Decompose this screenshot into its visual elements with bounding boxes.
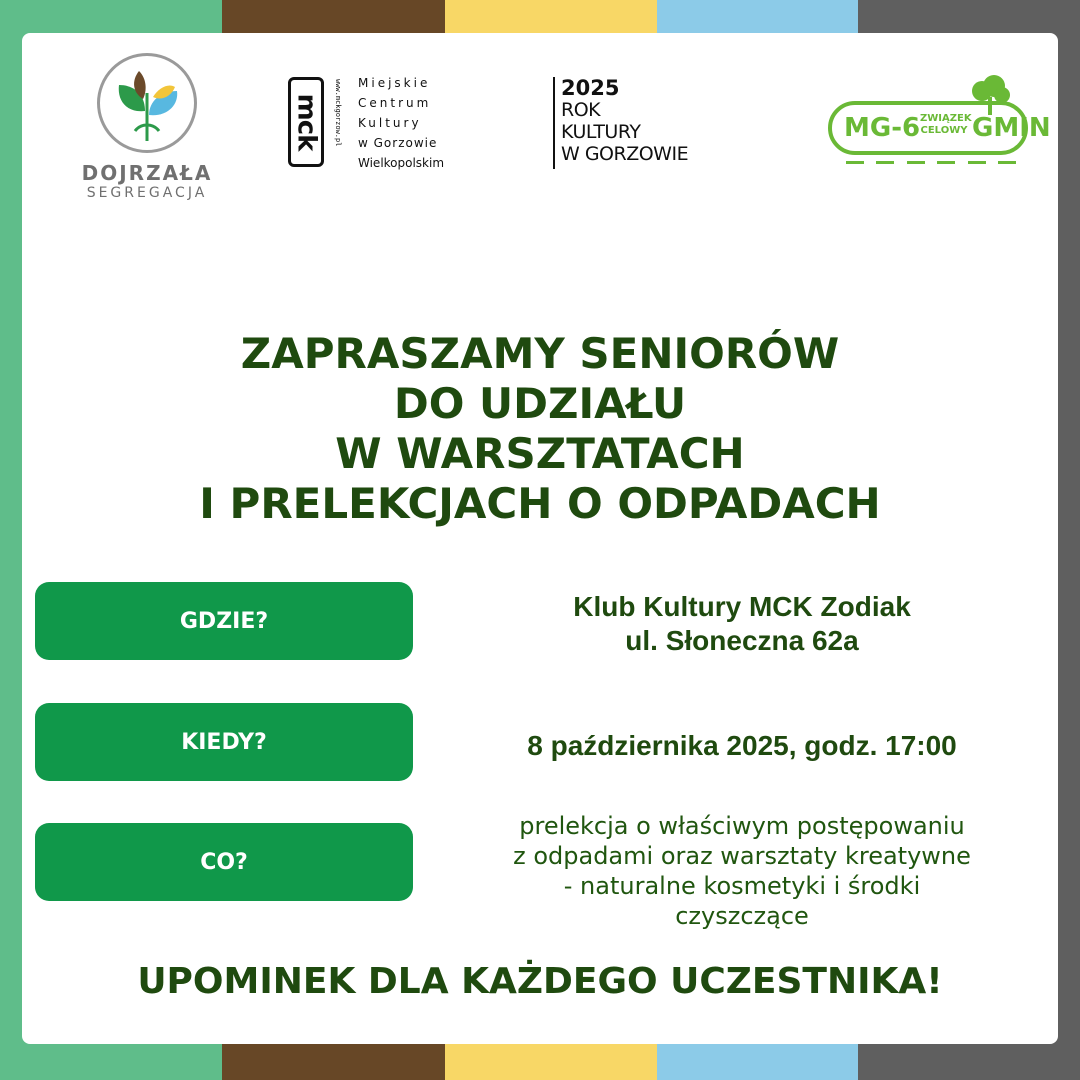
leaves-icon	[97, 53, 197, 153]
what-line-2: z odpadami oraz warsztaty kreatywne	[513, 842, 971, 870]
headline-line-4: I PRELEKCJACH O ODPADACH	[199, 479, 881, 528]
mg6-member-mark	[876, 161, 894, 164]
mck-gorzow-logo	[288, 73, 458, 173]
headline-line-3: W WARSZTATACH	[335, 429, 745, 478]
mg6-left-text: MG-6	[844, 113, 921, 143]
mg6-mid-top: ZWIĄZEK	[920, 113, 972, 124]
what-line-3: - naturalne kosmetyki i środki	[563, 872, 921, 900]
mg6-member-mark	[846, 161, 864, 164]
gift-announcement: UPOMINEK DLA KAŻDEGO UCZESTNIKA!	[137, 961, 943, 1002]
mg6-zwiazek-gmin-logo	[822, 75, 1051, 175]
mg6-member-mark	[937, 161, 955, 164]
dojrzala-segregacja-logo	[62, 53, 232, 233]
rok-line-3: W GORZOWIE	[561, 143, 689, 165]
mg6-member-list	[846, 161, 1016, 167]
headline-line-1: ZAPRASZAMY SENIORÓW	[240, 329, 840, 378]
what-line-1: prelekcja o właściwym postępowaniu	[519, 812, 965, 840]
mck-url	[332, 77, 344, 167]
rok-line-1: ROK	[561, 99, 601, 121]
mck-badge-text: mck	[291, 93, 322, 151]
mck-badge	[288, 77, 324, 167]
headline-line-2: DO UDZIAŁU	[393, 379, 687, 428]
mg6-member-mark	[998, 161, 1016, 164]
rok-line-2: KULTURY	[561, 121, 641, 143]
what-label-pill: CO?	[35, 823, 413, 901]
mck-line-2: Centrum	[358, 96, 432, 110]
rok-kultury-logo	[553, 77, 733, 169]
where-label-pill: GDZIE?	[35, 582, 413, 660]
mck-line-4: w Gorzowie	[358, 136, 438, 150]
mg6-member-mark	[968, 161, 986, 164]
rok-year: 2025	[561, 76, 620, 100]
tree-icon	[964, 75, 1014, 115]
what-info	[442, 811, 1042, 931]
mck-full-name	[358, 73, 458, 173]
when-info: 8 października 2025, godz. 17:00	[527, 730, 957, 761]
mck-line-5: Wielkopolskim	[358, 156, 445, 170]
dojrzala-subtitle: SEGREGACJA	[86, 185, 208, 201]
dojrzala-title: DOJRZAŁA	[81, 161, 213, 185]
headline	[22, 329, 1058, 529]
mg6-mid-bottom: CELOWY	[920, 125, 968, 136]
poster-card	[22, 33, 1058, 1044]
where-venue: Klub Kultury MCK Zodiak	[573, 591, 911, 622]
mg6-mid-text	[920, 113, 972, 137]
where-info	[442, 590, 1042, 658]
mck-line-1: Miejskie	[358, 76, 431, 90]
when-label-pill: KIEDY?	[35, 703, 413, 781]
mck-line-3: Kultury	[358, 116, 422, 130]
mck-url-text: www.mckgorzow.pl	[334, 79, 342, 147]
mg6-member-mark	[907, 161, 925, 164]
mg6-right-text: GMIN	[972, 113, 1051, 143]
what-line-4: czyszczące	[675, 902, 809, 930]
where-address: ul. Słoneczna 62a	[625, 625, 859, 656]
